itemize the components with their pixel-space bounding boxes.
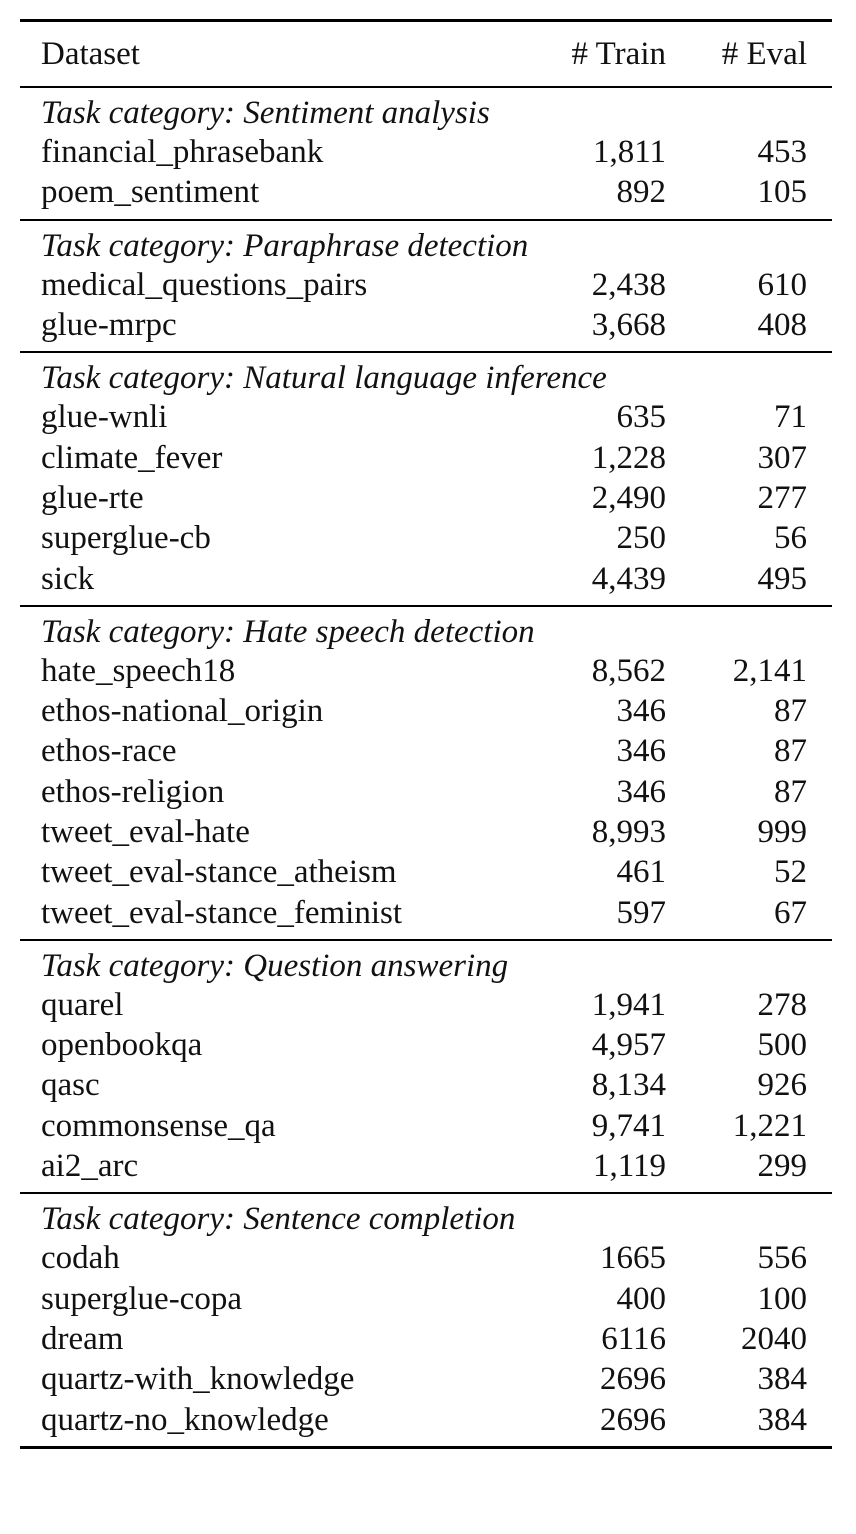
category-row — [20, 220, 832, 265]
table-row — [20, 265, 832, 305]
eval-count-cell: 87 — [774, 773, 807, 810]
table-row — [20, 478, 832, 518]
table-row — [20, 1319, 832, 1359]
category-row — [20, 87, 832, 132]
task-category-label: Task category: Hate speech detection — [41, 613, 535, 650]
task-category-group — [20, 87, 832, 220]
eval-count-cell: 87 — [774, 693, 807, 730]
dataset-name-cell: quartz-no_knowledge — [41, 1401, 329, 1438]
dataset-name-cell: ai2_arc — [41, 1148, 139, 1185]
table-row — [20, 1065, 832, 1105]
table-row — [20, 1399, 832, 1447]
eval-count-cell: 1,221 — [732, 1107, 807, 1144]
table-row — [20, 892, 832, 939]
eval-count-cell: 384 — [757, 1361, 807, 1398]
train-count-cell: 1,811 — [592, 134, 666, 171]
train-count-cell: 8,993 — [591, 814, 666, 850]
dataset-name-cell: glue-wnli — [41, 399, 168, 436]
eval-count-cell: 500 — [757, 1027, 807, 1064]
eval-count-cell: 278 — [757, 986, 807, 1023]
train-count-cell: 8,134 — [591, 1067, 666, 1104]
table-header — [20, 21, 832, 88]
table-row — [20, 985, 832, 1025]
dataset-name-cell: superglue-cb — [41, 520, 211, 557]
table-row — [20, 1359, 832, 1399]
train-count-cell: 892 — [616, 174, 666, 211]
eval-count-cell: 67 — [774, 894, 807, 931]
column-header-dataset: Dataset — [20, 21, 542, 88]
eval-count-cell: 999 — [757, 814, 807, 850]
train-count-cell: 461 — [616, 854, 666, 891]
task-category-group — [20, 1193, 832, 1447]
eval-count-cell: 2040 — [741, 1320, 807, 1357]
task-category-group — [20, 220, 832, 353]
dataset-name-cell: tweet_eval-stance_feminist — [41, 894, 403, 931]
table-row — [20, 691, 832, 731]
dataset-name-cell: ethos-religion — [41, 773, 225, 810]
table-row — [20, 397, 832, 437]
dataset-name-cell: codah — [41, 1240, 120, 1277]
eval-count-cell: 56 — [774, 520, 807, 557]
eval-count-cell: 277 — [757, 479, 807, 516]
task-category-label: Task category: Natural language inference — [41, 360, 607, 397]
dataset-name-cell: ethos-race — [41, 733, 177, 770]
dataset-name-cell: superglue-copa — [41, 1280, 242, 1317]
eval-count-cell: 495 — [757, 560, 807, 597]
train-count-cell: 8,562 — [591, 652, 666, 689]
table-row — [20, 1025, 832, 1065]
eval-count-cell: 384 — [757, 1401, 807, 1438]
dataset-name-cell: qasc — [41, 1067, 100, 1104]
train-count-cell: 400 — [616, 1280, 666, 1317]
table-row — [20, 1146, 832, 1193]
dataset-name-cell: climate_fever — [41, 439, 223, 476]
train-count-cell: 250 — [616, 520, 666, 557]
dataset-name-cell: tweet_eval-stance_atheism — [41, 854, 397, 891]
task-category-group — [20, 352, 832, 605]
train-count-cell: 2696 — [600, 1361, 666, 1398]
train-count-cell: 2696 — [600, 1401, 666, 1438]
dataset-name-cell: poem_sentiment — [41, 174, 260, 211]
dataset-name-cell: sick — [41, 560, 95, 597]
table-row — [20, 772, 832, 812]
train-count-cell: 1,119 — [592, 1148, 666, 1185]
table-row — [20, 852, 832, 892]
eval-count-cell: 71 — [774, 399, 807, 436]
eval-count-cell: 52 — [774, 854, 807, 891]
eval-count-cell: 2,141 — [732, 652, 807, 689]
eval-count-cell: 408 — [757, 307, 807, 344]
dataset-name-cell: glue-rte — [41, 479, 144, 516]
dataset-statistics-table — [20, 19, 832, 1449]
category-row — [20, 940, 832, 985]
table-row — [20, 305, 832, 352]
eval-count-cell: 610 — [757, 266, 807, 303]
eval-count-cell: 556 — [757, 1240, 807, 1277]
dataset-name-cell: quartz-with_knowledge — [41, 1361, 355, 1398]
dataset-name-cell: financial_phrasebank — [41, 134, 324, 171]
train-count-cell: 6116 — [601, 1320, 666, 1357]
task-category-label: Task category: Sentence completion — [41, 1201, 516, 1238]
task-category-label: Task category: Question answering — [41, 947, 509, 984]
train-count-cell: 346 — [616, 693, 666, 730]
column-header-train: # Train — [542, 21, 666, 88]
category-row — [20, 606, 832, 651]
eval-count-cell: 926 — [757, 1067, 807, 1104]
table-row — [20, 1279, 832, 1319]
table-row — [20, 1238, 832, 1278]
eval-count-cell: 299 — [757, 1148, 807, 1185]
eval-count-cell: 105 — [757, 174, 807, 211]
task-category-label: Task category: Paraphrase detection — [41, 227, 529, 264]
train-count-cell: 3,668 — [591, 307, 666, 344]
eval-count-cell: 100 — [757, 1280, 807, 1317]
category-row — [20, 1193, 832, 1238]
train-count-cell: 9,741 — [591, 1107, 666, 1144]
category-row — [20, 352, 832, 397]
table-row — [20, 812, 832, 852]
table-row — [20, 172, 832, 219]
table-row — [20, 1106, 832, 1146]
dataset-table-container — [20, 19, 832, 1449]
dataset-name-cell: medical_questions_pairs — [41, 266, 368, 303]
task-category-group — [20, 606, 832, 940]
train-count-cell: 2,490 — [591, 479, 666, 516]
train-count-cell: 635 — [616, 399, 666, 436]
train-count-cell: 4,957 — [591, 1027, 666, 1064]
eval-count-cell: 87 — [774, 733, 807, 770]
train-count-cell: 597 — [616, 894, 666, 931]
table-row — [20, 132, 832, 172]
train-count-cell: 1,941 — [591, 986, 666, 1023]
dataset-name-cell: openbookqa — [41, 1027, 203, 1064]
header-row — [20, 21, 832, 88]
dataset-name-cell: ethos-national_origin — [41, 693, 324, 730]
task-category-group — [20, 940, 832, 1193]
dataset-name-cell: quarel — [41, 986, 124, 1023]
eval-count-cell: 307 — [757, 439, 807, 476]
table-row — [20, 518, 832, 558]
task-category-label: Task category: Sentiment analysis — [41, 95, 490, 131]
train-count-cell: 1665 — [600, 1240, 666, 1277]
eval-count-cell: 453 — [757, 134, 807, 171]
table-row — [20, 651, 832, 691]
dataset-name-cell: tweet_eval-hate — [41, 814, 250, 850]
table-row — [20, 558, 832, 605]
train-count-cell: 346 — [616, 773, 666, 810]
dataset-name-cell: commonsense_qa — [41, 1107, 276, 1144]
dataset-name-cell: hate_speech18 — [41, 652, 236, 689]
table-row — [20, 731, 832, 771]
train-count-cell: 1,228 — [591, 439, 666, 476]
table-row — [20, 437, 832, 477]
dataset-name-cell: glue-mrpc — [41, 307, 177, 344]
column-header-eval: # Eval — [666, 21, 832, 88]
dataset-name-cell: dream — [41, 1320, 124, 1357]
train-count-cell: 2,438 — [591, 266, 666, 303]
train-count-cell: 4,439 — [591, 560, 666, 597]
train-count-cell: 346 — [616, 733, 666, 770]
